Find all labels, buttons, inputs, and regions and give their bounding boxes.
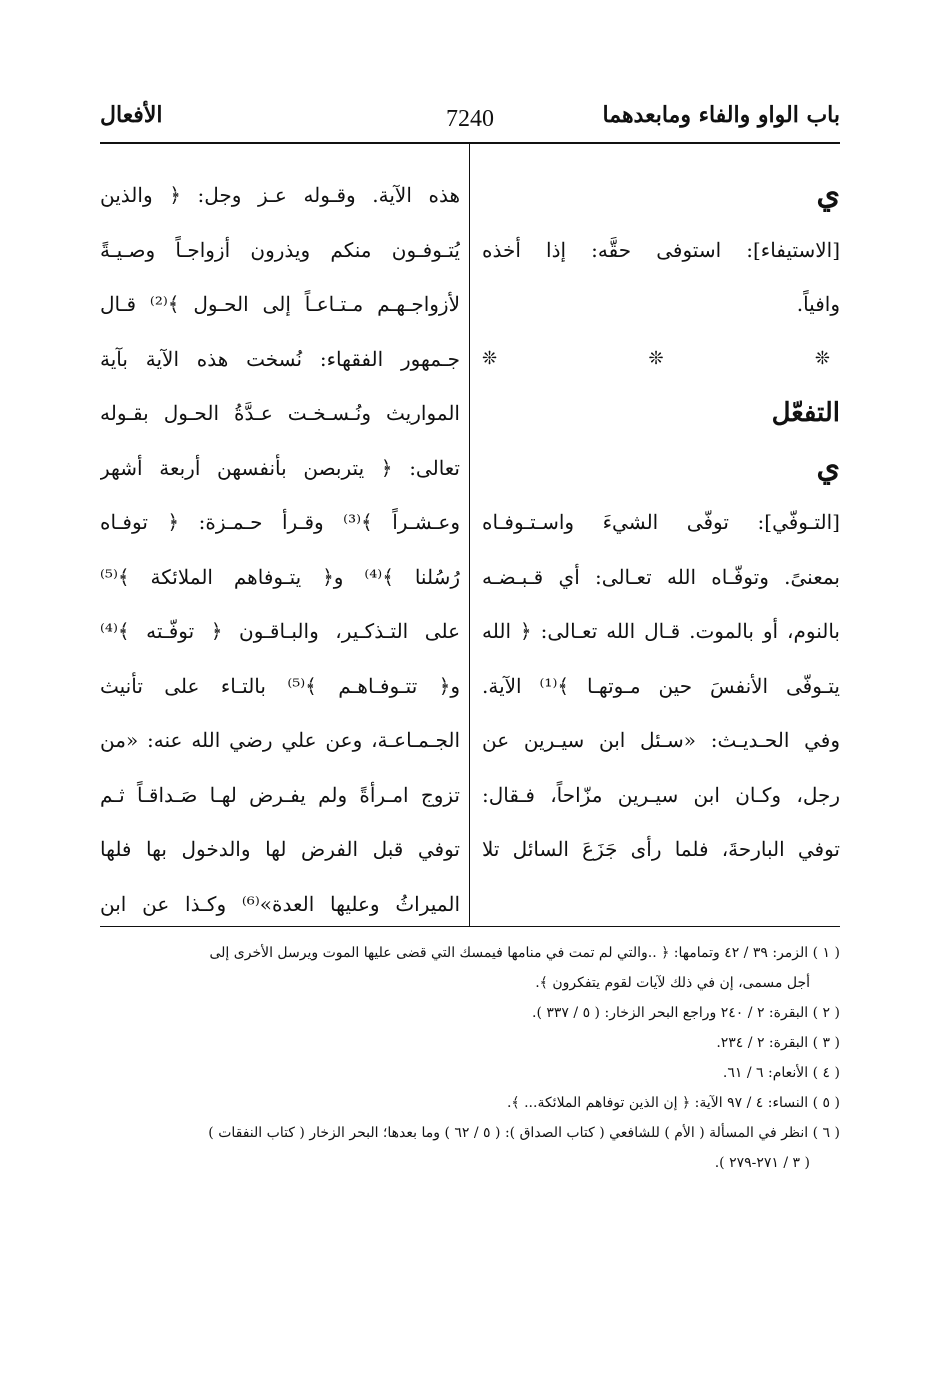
text-line: المواريث ونُـسـخـت عـدَّةُ الحـول بقـوله bbox=[100, 401, 460, 425]
footnote: ( ٣ ) البقرة: ٢ / ٢٣٤. bbox=[716, 1035, 840, 1051]
text-line: رُسُلنا ﴾⁽⁴⁾ و﴿ يتـوفاهم الملائكة ﴾⁽⁵⁾ bbox=[100, 564, 460, 589]
text-line: بمعنىً. وتوفّـاه الله تعـالى: أي قـبـضـه bbox=[482, 564, 840, 589]
text-line: وفي الحـديـث: «سـئل ابن سيـرين عن bbox=[482, 728, 840, 752]
footnote: ( ٥ ) النساء: ٤ / ٩٧ الآية: ﴿ إن الذين توفاهم الملائكة... ﴾. bbox=[506, 1095, 840, 1111]
text-line: وعـشـراً ﴾⁽³⁾ وقـرأ حـمـزة: ﴿ توفـاه bbox=[100, 510, 460, 534]
right-column bbox=[482, 168, 840, 877]
text-line: [التـوفّي]: توفّى الشيءَ واسـتـوفـاه bbox=[482, 510, 840, 534]
footnote: ( ٤ ) الأنعام: ٦ / ٦١. bbox=[722, 1065, 840, 1081]
text-line: وافياً. bbox=[796, 292, 840, 316]
footnote: ( ٢ ) البقرة: ٢ / ٢٤٠ وراجع البحر الزخار: ( ٥ / ٣٣٧ ). bbox=[532, 1005, 840, 1021]
text-line: هذه الآية. وقـوله عـز وجل: ﴿ والذين bbox=[100, 183, 460, 207]
section-heading: التفعّل bbox=[771, 398, 840, 428]
text-line: الميراثُ وعليها العدة»⁽⁶⁾ وكـذا عن ابن bbox=[100, 891, 460, 916]
column-divider bbox=[469, 143, 470, 926]
text-line: على التـذكـير، والبـاقـون ﴿ توفّـته ﴾⁽⁴⁾ bbox=[100, 619, 460, 643]
text-line: تزوج امـرأةً ولم يفـرض لهـا صَـداقـاً ثـم bbox=[100, 782, 460, 807]
text-line: يتـوفّى الأنفسَ حين مـوتهـا ﴾⁽¹⁾ الآية. bbox=[482, 673, 840, 698]
footnote: ( ١ ) الزمر: ٣٩ / ٤٢ وتمامها: ﴿ ..والتي لم تمت في منامها فيمسك التي قضى عليها الموت ويرسل الأخرى إلى bbox=[209, 945, 840, 961]
text-line: و﴿ تتـوفـاهـم ﴾⁽⁵⁾ بالتـاء على تأنيث bbox=[100, 673, 460, 698]
header-rule bbox=[100, 142, 840, 144]
text-line: توفي قبل الفرض لها والدخول بها فلها bbox=[100, 837, 460, 861]
text-line: بالنوم، أو بالموت. قـال الله تعـالى: ﴿ الله bbox=[482, 619, 840, 643]
letter-heading: ي bbox=[816, 449, 840, 485]
text-line: رجل، وكـان ابن سيـرين مزّاحاً، فـقال: bbox=[482, 782, 840, 807]
text-line: توفي البارحةَ، فلما رأى جَزَعَ السائل تلا bbox=[482, 837, 840, 861]
chapter-title: باب الواو والفاء ومابعدهما bbox=[602, 102, 840, 128]
footnote-continuation: ( ٣ / ٢٧١-٢٧٩ ). bbox=[714, 1155, 810, 1171]
page-number: 7240 bbox=[446, 106, 494, 132]
footnote-rule bbox=[100, 926, 840, 927]
text-line: تعالى: ﴿ يتربصن بأنفسهن أربعة أشهر bbox=[100, 455, 460, 480]
footnotes bbox=[100, 938, 840, 1178]
footnote: ( ٦ ) انظر في المسألة ( الأم ) للشافعي ( كتاب الصداق ): ( ٥ / ٦٢ ) وما بعدها؛ البحر الزخار ( كتاب النفقات ) bbox=[208, 1125, 840, 1141]
text-line: الجـمـاعـة، وعن علي رضي الله عنه: «من bbox=[100, 728, 460, 752]
left-column bbox=[100, 168, 460, 931]
separator-stars: ❊ ❊ ❊ bbox=[482, 347, 840, 369]
text-line: لأزواجـهـم مـتـاعـاً إلى الحـول ﴾⁽²⁾ قـال bbox=[100, 292, 460, 316]
text-line: جـمهور الفقهاء: نُسخت هذه الآية بآية bbox=[100, 346, 460, 371]
text-line: يُتـوفـون منكم ويذرون أزواجـاً وصـيـةً bbox=[100, 237, 460, 262]
text-line: [الاستيفاء]: استوفى حقَّه: إذا أخذه bbox=[482, 237, 840, 262]
page-header bbox=[100, 102, 840, 142]
section-title: الأفعال bbox=[100, 102, 163, 128]
letter-heading: ي bbox=[816, 177, 840, 212]
footnote-continuation: أجل مسمى، إن في ذلك لآيات لقوم يتفكرون ﴾. bbox=[535, 975, 810, 991]
